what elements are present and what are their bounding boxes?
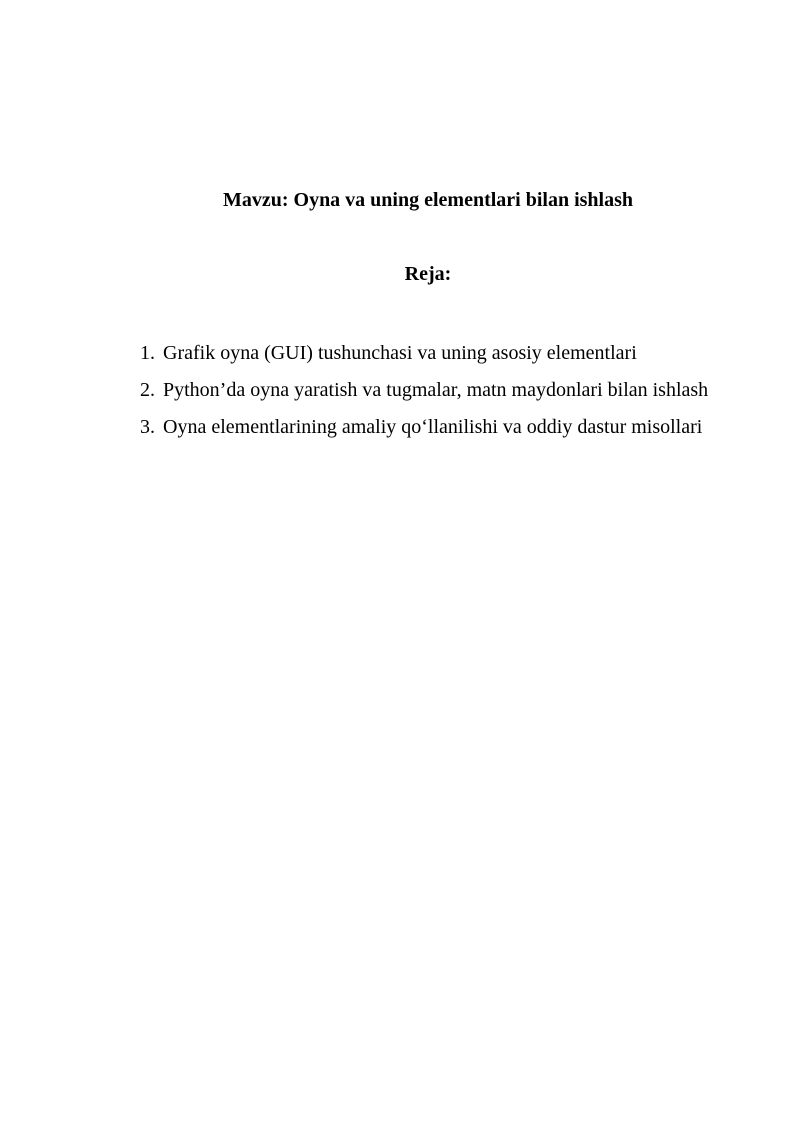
plan-item-number: 3. — [140, 416, 155, 438]
plan-item-2 — [140, 372, 760, 409]
plan-item-text: Grafik oyna (GUI) tushunchasi va uning asosiy elementlari — [163, 342, 637, 364]
plan-list — [140, 335, 760, 446]
plan-item-number: 2. — [140, 379, 155, 401]
plan-item-text: Oyna elementlarining amaliy qo‘llanilishi va oddiy dastur misollari — [163, 416, 703, 438]
plan-item-3 — [140, 409, 760, 446]
plan-item-1 — [140, 335, 760, 372]
plan-item-text: Python’da oyna yaratish va tugmalar, matn maydonlari bilan ishlash — [163, 379, 709, 401]
plan-item-number: 1. — [140, 342, 155, 364]
document-title: Mavzu: Oyna va uning elementlari bilan ishlash — [222, 189, 634, 211]
plan-heading: Reja: — [404, 263, 452, 285]
